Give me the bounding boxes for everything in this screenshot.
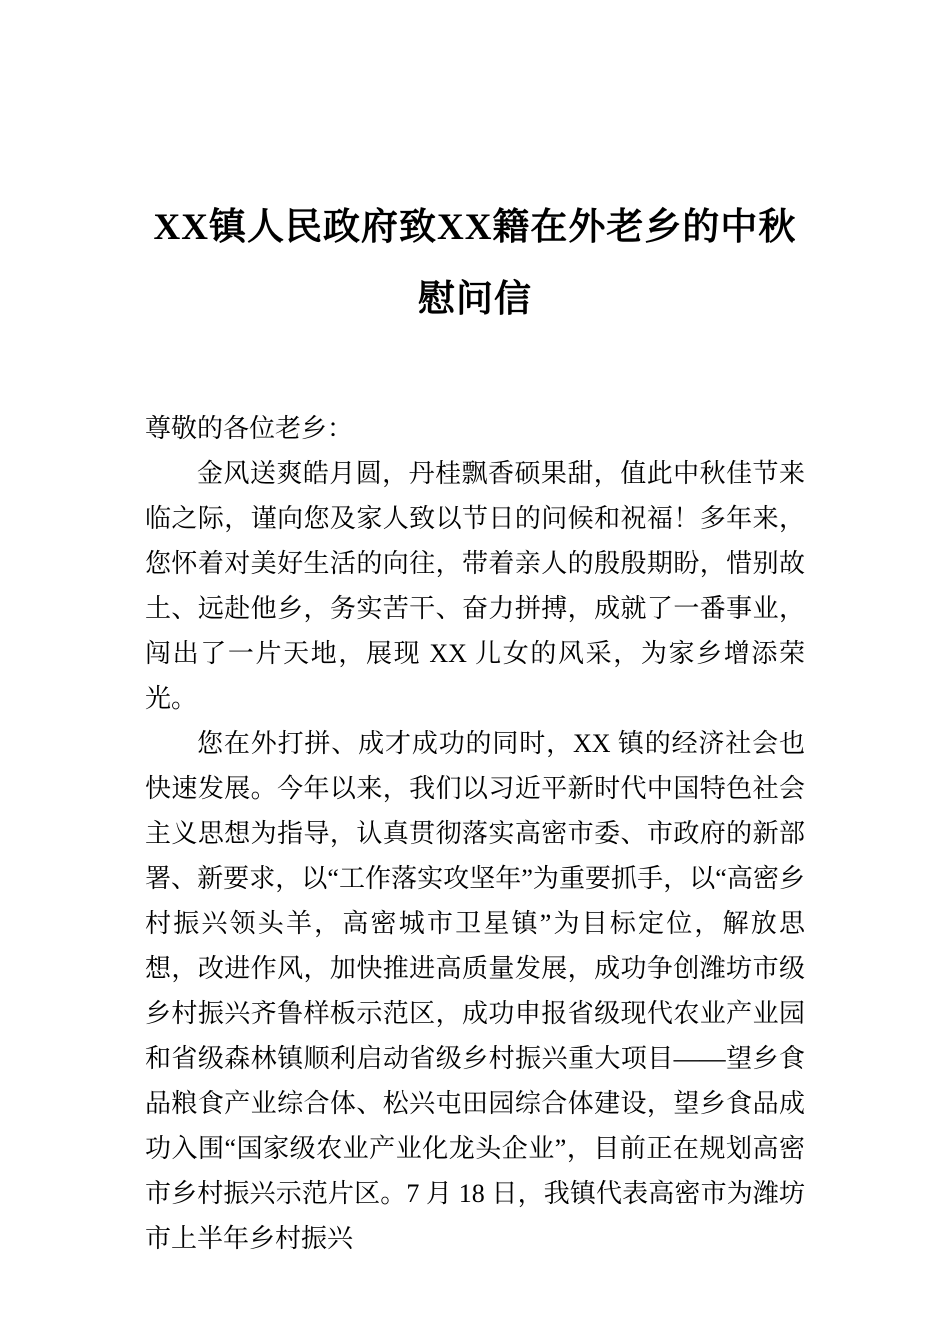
salutation: 尊敬的各位老乡：	[145, 414, 354, 443]
document-body	[145, 406, 805, 1261]
paragraph-1: 金风送爽皓月圆，丹桂飘香硕果甜，值此中秋佳节来临之际，谨向您及家人致以节日的问候和祝福！多年来，您怀着对美好生活的向往，带着亲人的殷殷期盼，惜别故土、远赴他乡，务实苦干、奋力拼搏，成就了一番事业，闯出了一片天地，展现 XX 儿女的风采，为家乡增添荣光。	[145, 459, 805, 713]
paragraph-2: 您在外打拼、成才成功的同时，XX 镇的经济社会也快速发展。今年以来，我们以习近平新时代中国特色社会主义思想为指导，认真贯彻落实高密市委、市政府的新部署、新要求，以“工作落实攻坚年”为重要抓手，以“高密乡村振兴领头羊，高密城市卫星镇”为目标定位，解放思想，改进作风，加快推进高质量发展，成功争创潍坊市级乡村振兴齐鲁样板示范区，成功申报省级现代农业产业园和省级森林镇顺利启动省级乡村振兴重大项目——望乡食品粮食产业综合体、松兴屯田园综合体建设，望乡食品成功入围“国家级农业产业化龙头企业”，目前正在规划高密市乡村振兴示范片区。7 月 18 日，我镇代表高密市为潍坊市上半年乡村振兴	[145, 729, 805, 1253]
document-title: XX镇人民政府致XX籍在外老乡的中秋慰问信	[153, 207, 797, 320]
